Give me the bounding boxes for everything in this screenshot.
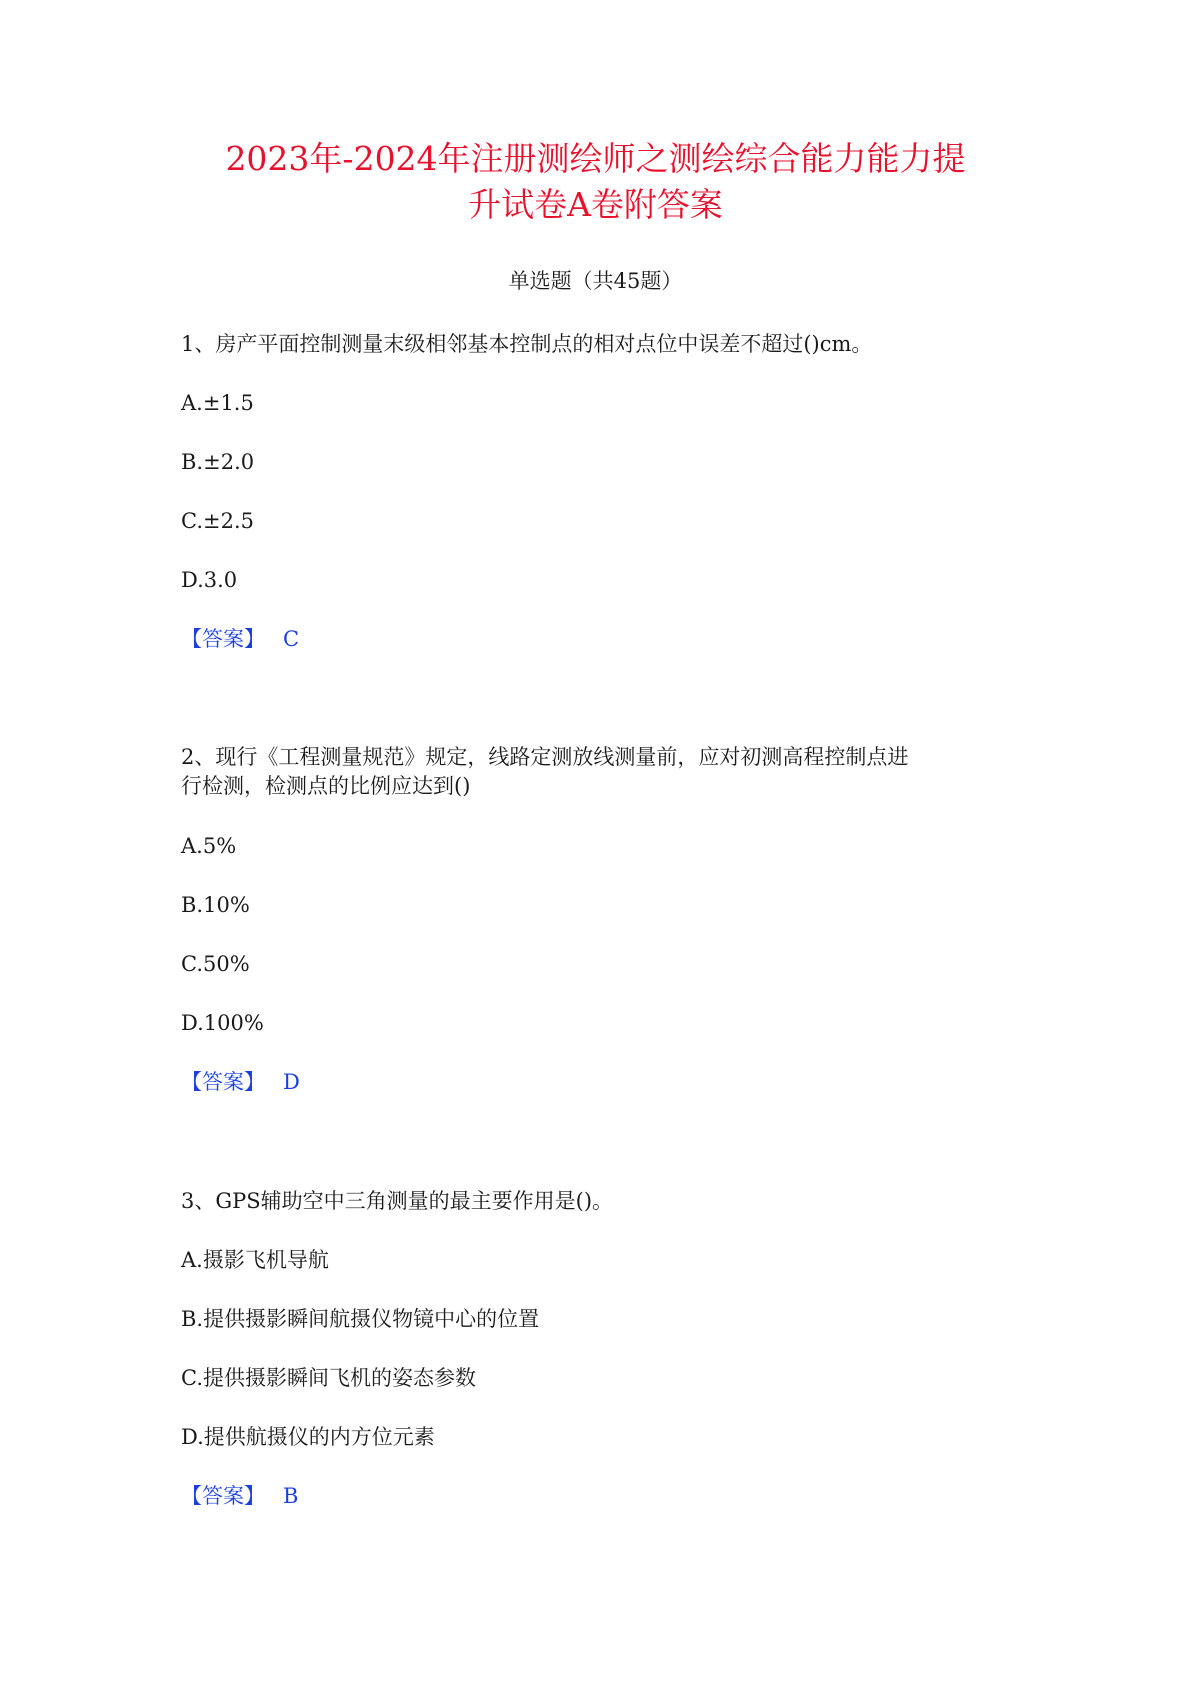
answer-label: 【答案】 (181, 1070, 265, 1094)
option-c: C.提供摄影瞬间飞机的姿态参数 (181, 1366, 476, 1390)
option-d: D.提供航摄仪的内方位元素 (181, 1425, 435, 1449)
answer-value: C (283, 627, 300, 651)
option-a: A.±1.5 (181, 391, 254, 415)
answer-label: 【答案】 (181, 1484, 265, 1508)
answer-line (181, 1067, 300, 1097)
option-d: D.100% (181, 1011, 264, 1035)
question-stem: 1、房产平面控制测量末级相邻基本控制点的相对点位中误差不超过()cm。 (181, 332, 873, 356)
answer-line (181, 624, 299, 654)
answer-value: D (283, 1070, 300, 1094)
section-heading: 单选题（共45题） (508, 269, 683, 293)
option-a: A.摄影飞机导航 (181, 1248, 329, 1272)
answer-line (181, 1481, 298, 1511)
question-stem: 3、GPS辅助空中三角测量的最主要作用是()。 (181, 1189, 614, 1213)
question-stem: 2、现行《工程测量规范》规定，线路定测放线测量前，应对初测高程控制点进 (181, 745, 909, 769)
question-stem-continued: 行检测，检测点的比例应达到() (181, 774, 471, 798)
option-b: B.±2.0 (181, 450, 255, 474)
answer-value: B (283, 1484, 299, 1508)
option-b: B.提供摄影瞬间航摄仪物镜中心的位置 (181, 1307, 540, 1331)
option-c: C.±2.5 (181, 509, 254, 533)
document-title-line-2: 升试卷A卷附答案 (468, 185, 723, 224)
document-title-line-1: 2023年-2024年注册测绘师之测绘综合能力能力提 (225, 139, 966, 178)
option-a: A.5% (181, 834, 237, 858)
answer-label: 【答案】 (181, 627, 265, 651)
option-b: B.10% (181, 893, 250, 917)
option-c: C.50% (181, 952, 250, 976)
option-d: D.3.0 (181, 568, 238, 592)
